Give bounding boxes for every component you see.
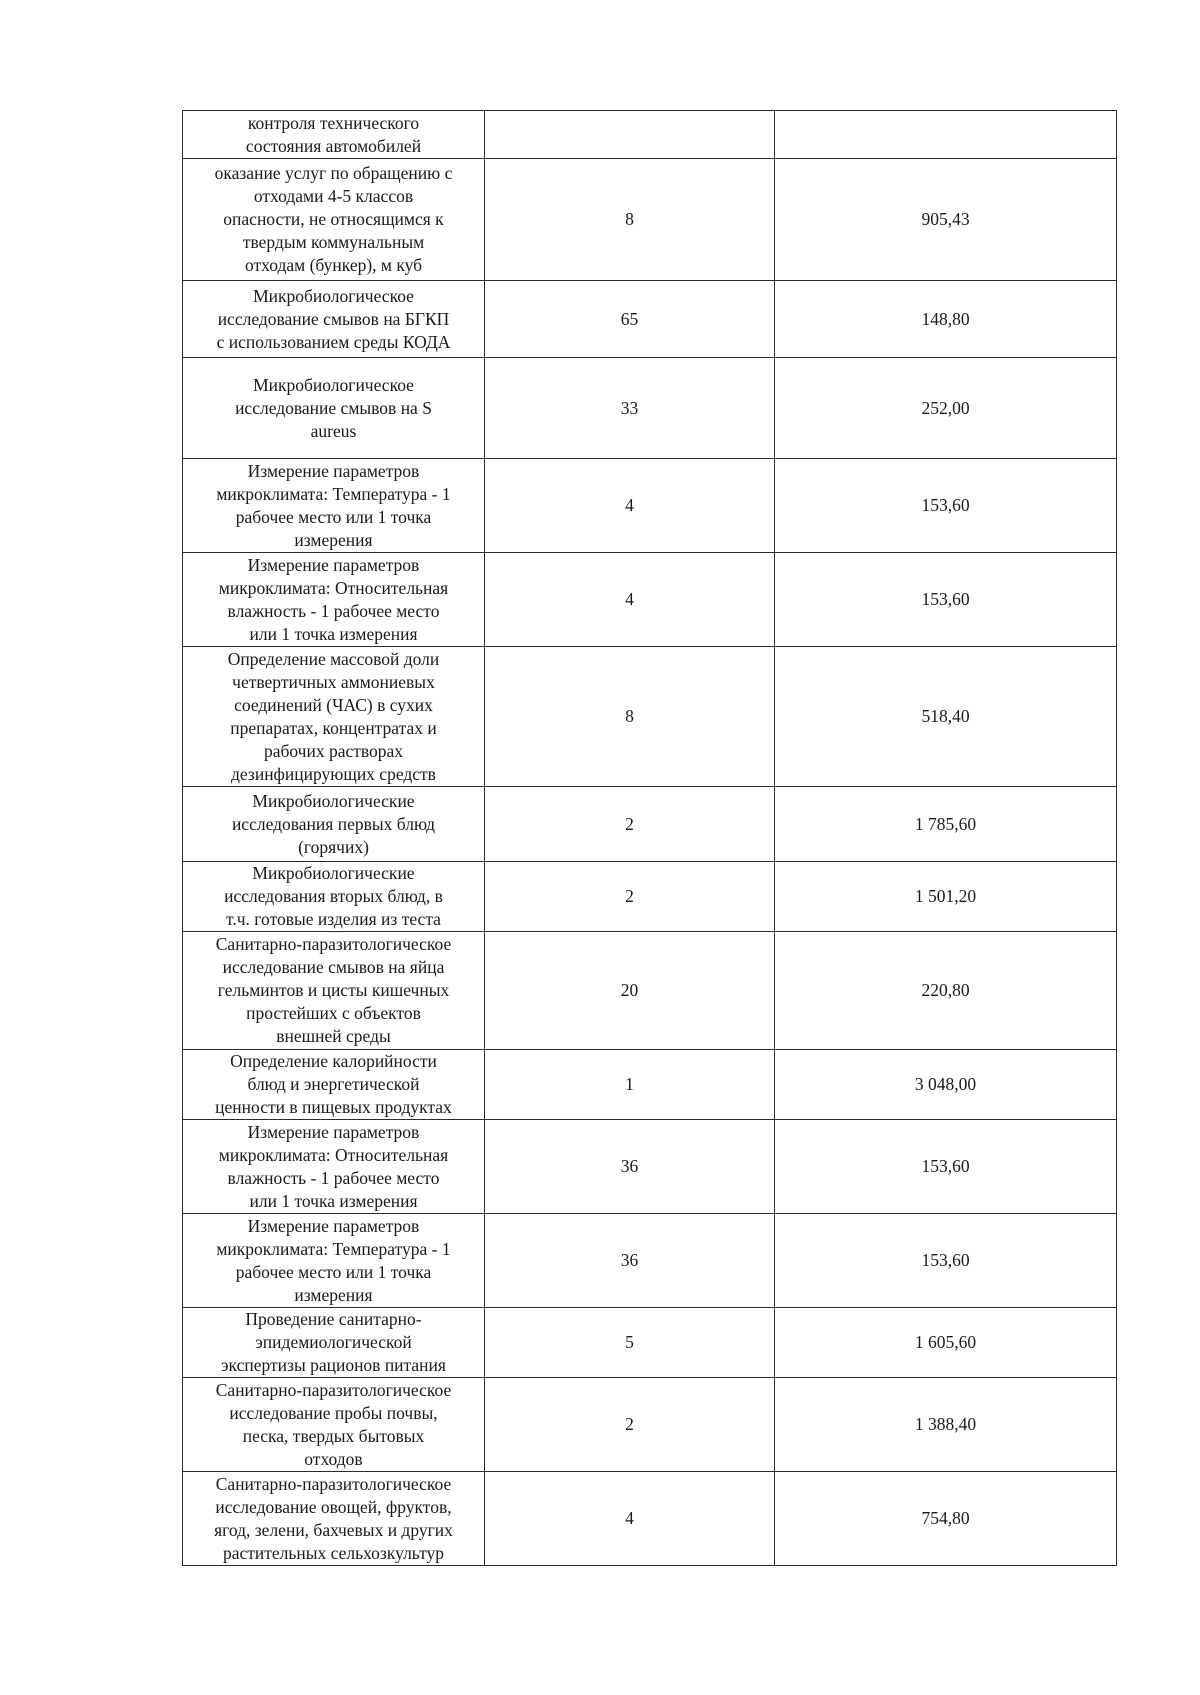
table-row [183,553,1117,647]
services-table [182,110,1117,1566]
price-cell: 754,80 [775,1472,1117,1566]
quantity-cell: 8 [485,647,775,787]
service-name-cell: Измерение параметров микроклимата: Относительная влажность - 1 рабочее место или 1 точка измерения [183,553,485,647]
quantity-cell: 33 [485,358,775,459]
table-row [183,1472,1117,1566]
quantity-cell: 5 [485,1308,775,1378]
quantity-cell: 2 [485,862,775,932]
price-cell: 153,60 [775,1120,1117,1214]
quantity-cell: 65 [485,281,775,358]
table-row [183,358,1117,459]
service-name-cell: Проведение санитарно- эпидемиологической экспертизы рационов питания [183,1308,485,1378]
table-row [183,281,1117,358]
quantity-cell: 8 [485,159,775,281]
price-cell: 220,80 [775,932,1117,1050]
table-row [183,1378,1117,1472]
price-cell: 252,00 [775,358,1117,459]
service-name-cell: Определение массовой доли четвертичных аммониевых соединений (ЧАС) в сухих препаратах, концентратах и рабочих растворах дезинфицирующих средств [183,647,485,787]
price-cell [775,111,1117,159]
price-cell: 1 785,60 [775,787,1117,862]
quantity-cell: 4 [485,553,775,647]
quantity-cell [485,111,775,159]
service-name-cell: Микробиологическое исследование смывов на БГКП с использованием среды КОДА [183,281,485,358]
price-cell: 3 048,00 [775,1050,1117,1120]
quantity-cell: 4 [485,1472,775,1566]
table-row [183,459,1117,553]
price-cell: 905,43 [775,159,1117,281]
table-row [183,647,1117,787]
table-row [183,1050,1117,1120]
service-name-cell: контроля технического состояния автомобилей [183,111,485,159]
quantity-cell: 36 [485,1120,775,1214]
service-name-cell: Измерение параметров микроклимата: Температура - 1 рабочее место или 1 точка измерения [183,1214,485,1308]
price-cell: 1 388,40 [775,1378,1117,1472]
table-row [183,1120,1117,1214]
price-cell: 153,60 [775,1214,1117,1308]
quantity-cell: 20 [485,932,775,1050]
service-name-cell: Санитарно-паразитологическое исследование смывов на яйца гельминтов и цисты кишечных простейших с объектов внешней среды [183,932,485,1050]
quantity-cell: 2 [485,1378,775,1472]
service-name-cell: Измерение параметров микроклимата: Относительная влажность - 1 рабочее место или 1 точка измерения [183,1120,485,1214]
service-name-cell: Измерение параметров микроклимата: Температура - 1 рабочее место или 1 точка измерения [183,459,485,553]
quantity-cell: 1 [485,1050,775,1120]
table-row [183,932,1117,1050]
service-name-cell: Микробиологическое исследование смывов на S aureus [183,358,485,459]
quantity-cell: 4 [485,459,775,553]
table-row [183,787,1117,862]
service-name-cell: Определение калорийности блюд и энергетической ценности в пищевых продуктах [183,1050,485,1120]
price-cell: 1 605,60 [775,1308,1117,1378]
service-name-cell: Микробиологические исследования первых блюд (горячих) [183,787,485,862]
service-name-cell: Санитарно-паразитологическое исследование пробы почвы, песка, твердых бытовых отходов [183,1378,485,1472]
table-row [183,159,1117,281]
price-cell: 518,40 [775,647,1117,787]
price-cell: 1 501,20 [775,862,1117,932]
service-name-cell: оказание услуг по обращению с отходами 4-5 классов опасности, не относящимся к твердым коммунальным отходам (бункер), м куб [183,159,485,281]
quantity-cell: 2 [485,787,775,862]
table-row [183,862,1117,932]
table-row [183,1214,1117,1308]
price-cell: 153,60 [775,459,1117,553]
price-cell: 148,80 [775,281,1117,358]
service-name-cell: Санитарно-паразитологическое исследование овощей, фруктов, ягод, зелени, бахчевых и других растительных сельхозкультур [183,1472,485,1566]
price-cell: 153,60 [775,553,1117,647]
service-name-cell: Микробиологические исследования вторых блюд, в т.ч. готовые изделия из теста [183,862,485,932]
table-row [183,111,1117,159]
table-row [183,1308,1117,1378]
quantity-cell: 36 [485,1214,775,1308]
services-table-body [183,111,1117,1566]
